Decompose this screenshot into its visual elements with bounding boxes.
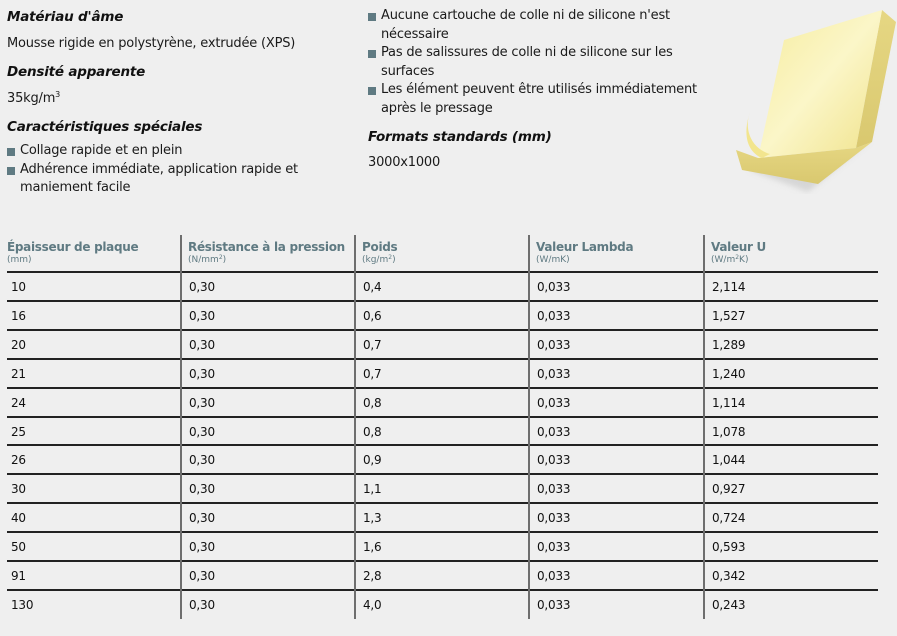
table-cell: 24 xyxy=(11,395,26,410)
benefit-item-text: Aucune cartouche de colle ni de silicone n'est xyxy=(381,8,670,23)
formats-heading: Formats standards (mm) xyxy=(368,129,552,145)
table-cell: 0,724 xyxy=(712,511,746,526)
table-cell: 1,289 xyxy=(712,337,746,352)
benefit-item-text: Les élément peuvent être utilisés immédiatement xyxy=(381,82,697,97)
special-item-text-continued: maniement facile xyxy=(20,180,131,195)
benefits-list xyxy=(368,7,708,118)
benefit-item xyxy=(368,44,708,81)
table-cell: 20 xyxy=(11,337,26,352)
benefit-item-text: Pas de salissures de colle ni de silicone sur les xyxy=(381,45,673,60)
table-cell: 0,8 xyxy=(363,395,382,410)
density-value xyxy=(7,90,60,108)
column-separator xyxy=(703,235,705,619)
bullet-square-icon xyxy=(368,87,376,95)
table-cell: 91 xyxy=(11,569,26,583)
table-cell: 0,6 xyxy=(363,308,382,323)
table-cell: 0,593 xyxy=(712,540,746,555)
header-lambda xyxy=(536,239,633,266)
bullet-square-icon xyxy=(7,148,15,156)
table-row xyxy=(7,330,878,359)
header-title: Poids xyxy=(362,240,398,254)
table-row xyxy=(7,272,878,301)
table-cell: 0,033 xyxy=(537,597,571,612)
benefit-item-text-continued: surfaces xyxy=(381,63,435,79)
benefit-item xyxy=(368,7,708,44)
header-unit xyxy=(711,255,766,266)
table-cell: 4,0 xyxy=(363,597,382,612)
table-cell: 0,033 xyxy=(537,569,571,583)
header-unit-sup: 2 xyxy=(388,254,393,261)
table-cell: 0,8 xyxy=(363,424,382,439)
table-cell: 0,033 xyxy=(537,424,571,439)
table-cell: 1,1 xyxy=(363,482,382,497)
table-cell: 21 xyxy=(11,366,26,381)
core-material-heading: Matériau d'âme xyxy=(7,9,124,25)
table-cell: 1,3 xyxy=(363,511,382,526)
table-cell: 0,30 xyxy=(189,482,215,497)
xps-board-illustration xyxy=(718,2,896,194)
header-unit-text: (W/m xyxy=(711,255,736,265)
bullet-square-icon xyxy=(368,50,376,58)
table-cell: 1,114 xyxy=(712,395,746,410)
table-row xyxy=(7,445,878,474)
special-item-text: Adhérence immédiate, application rapide et xyxy=(20,161,298,177)
table-cell: 30 xyxy=(11,482,26,497)
benefit-item-text-continued: nécessaire xyxy=(381,26,449,42)
table-row xyxy=(7,474,878,503)
table-cell: 0,033 xyxy=(537,337,571,352)
special-item xyxy=(7,142,347,161)
table-cell: 0,033 xyxy=(537,280,571,294)
table-cell: 0,30 xyxy=(189,395,215,410)
table-cell: 1,527 xyxy=(712,308,746,323)
density-value-text: 35kg/m xyxy=(7,91,56,106)
column-separator xyxy=(354,235,356,619)
table-cell: 1,078 xyxy=(712,424,746,439)
header-unit-text: (mm) xyxy=(7,255,32,265)
table-cell: 130 xyxy=(11,597,34,612)
table-cell: 0,342 xyxy=(712,569,746,583)
table-cell: 25 xyxy=(11,424,26,439)
header-title: Résistance à la pression xyxy=(188,240,345,254)
table-cell: 0,30 xyxy=(189,453,215,468)
header-unit-tail: ) xyxy=(392,255,396,265)
xps-board-image xyxy=(718,2,896,194)
table-row xyxy=(7,503,878,532)
benefit-item xyxy=(368,81,708,118)
header-unit xyxy=(536,255,633,266)
table-cell: 0,30 xyxy=(189,511,215,526)
formats-value: 3000x1000 xyxy=(368,155,441,170)
table-cell: 2,8 xyxy=(363,569,382,583)
core-material-value: Mousse rigide en polystyrène, extrudée (XPS) xyxy=(7,36,296,51)
header-pressure xyxy=(188,239,345,266)
table-cell: 0,30 xyxy=(189,597,215,612)
table-cell: 2,114 xyxy=(712,280,746,294)
header-unit xyxy=(362,255,397,266)
table-row xyxy=(7,532,878,561)
table-cell: 50 xyxy=(11,540,26,555)
bullet-square-icon xyxy=(7,167,15,175)
header-unit-text: (W/mK) xyxy=(536,255,570,265)
table-row xyxy=(7,590,878,619)
header-unit xyxy=(7,255,138,266)
header-title: Valeur Lambda xyxy=(536,240,634,254)
header-unit-text: (kg/m xyxy=(362,255,389,265)
column-separator xyxy=(180,235,182,619)
table-cell: 0,033 xyxy=(537,308,571,323)
table-cell: 1,6 xyxy=(363,540,382,555)
table-cell: 0,30 xyxy=(189,424,215,439)
table-cell: 0,30 xyxy=(189,569,215,583)
table-cell: 0,30 xyxy=(189,337,215,352)
special-list xyxy=(7,142,347,198)
table-cell: 0,30 xyxy=(189,308,215,323)
density-value-sup: 3 xyxy=(55,90,61,99)
table-cell: 0,033 xyxy=(537,540,571,555)
density-heading: Densité apparente xyxy=(7,64,146,80)
table-row xyxy=(7,417,878,446)
table-cell: 0,033 xyxy=(537,511,571,526)
table-cell: 0,7 xyxy=(363,366,382,381)
special-item-text: Collage rapide et en plein xyxy=(20,143,183,158)
table-cell: 0,033 xyxy=(537,482,571,497)
header-unit xyxy=(188,255,345,266)
table-cell: 10 xyxy=(11,280,26,294)
header-unit-tail: ) xyxy=(222,255,227,265)
table-row xyxy=(7,301,878,330)
table-row xyxy=(7,359,878,388)
table-cell: 26 xyxy=(11,453,26,468)
header-title: Valeur U xyxy=(711,240,766,254)
table-row xyxy=(7,388,878,417)
table-cell: 0,30 xyxy=(189,540,215,555)
header-u-value xyxy=(711,239,766,266)
benefit-item-text-continued: après le pressage xyxy=(381,100,493,116)
table-cell: 1,044 xyxy=(712,453,746,468)
header-unit-sup: 2 xyxy=(218,254,223,261)
table-cell: 16 xyxy=(11,308,26,323)
table-cell: 0,243 xyxy=(712,597,746,612)
header-unit-tail: K) xyxy=(739,255,749,265)
header-thickness xyxy=(7,239,138,266)
table-cell: 0,30 xyxy=(189,366,215,381)
table-cell: 0,033 xyxy=(537,366,571,381)
table-cell: 0,033 xyxy=(537,395,571,410)
table-cell: 0,30 xyxy=(189,280,215,294)
table-cell: 0,4 xyxy=(363,280,382,294)
special-heading: Caractéristiques spéciales xyxy=(7,119,203,135)
table-row xyxy=(7,561,878,590)
specs-table xyxy=(7,235,878,620)
header-unit-text: (N/mm xyxy=(188,255,219,265)
header-title: Épaisseur de plaque xyxy=(7,240,139,254)
column-separator xyxy=(528,235,530,619)
table-cell: 0,927 xyxy=(712,482,746,497)
header-unit-sup: 2 xyxy=(735,254,740,261)
bullet-square-icon xyxy=(368,13,376,21)
special-item xyxy=(7,161,347,198)
table-cell: 1,240 xyxy=(712,366,746,381)
table-cell: 0,9 xyxy=(363,453,382,468)
table-cell: 0,7 xyxy=(363,337,382,352)
header-weight xyxy=(362,239,397,266)
table-cell: 40 xyxy=(11,511,26,526)
table-cell: 0,033 xyxy=(537,453,571,468)
